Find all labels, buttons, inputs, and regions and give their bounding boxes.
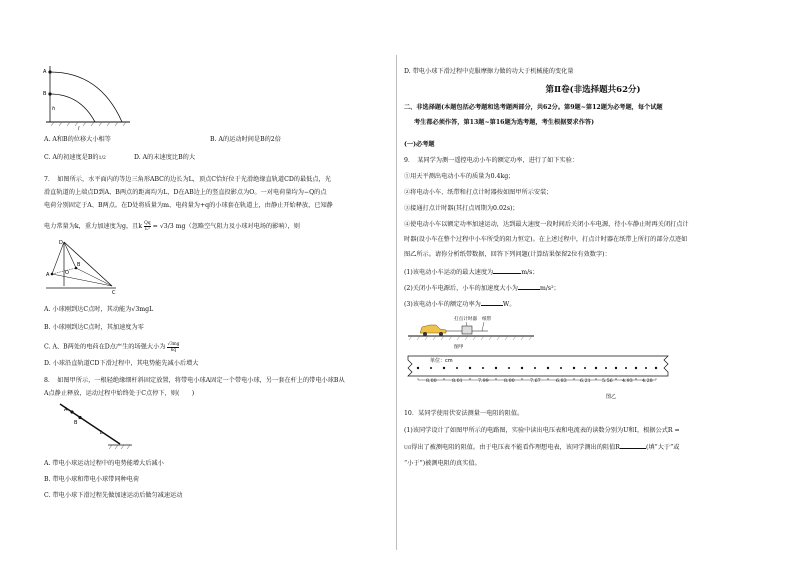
fig3-label-l: L [100, 430, 103, 436]
tape-value: 8.01 [452, 379, 463, 384]
q9-q3-unit: W。 [502, 301, 516, 308]
q9-q2-unit: m/s²； [539, 285, 560, 292]
q7-option-c-fraction: $\frac{√3mg}{6q}$ [167, 341, 180, 352]
triangle-figure [44, 238, 119, 296]
q10-line1: 10．某同学使用伏安法测量一电阻的阻值。 [404, 410, 524, 417]
q6-option-c-fraction: 1/2 [98, 156, 106, 161]
q7-option-d[interactable]: D. 小球沿直轨道CD下滑过程中，其电势能先减小后增大 [44, 360, 199, 367]
tape-dot [417, 367, 419, 369]
part-title: 第Ⅱ卷(非选择题共62分) [545, 85, 641, 95]
fig1-label-b: B [43, 91, 47, 97]
tape-dot [430, 367, 432, 369]
q9-question3 [404, 299, 515, 309]
subsection-title: (一)必考题 [404, 141, 435, 148]
q8-line2: A点静止释放，运动过程中始终处于C点停下，则( ) [44, 390, 195, 397]
q7-fraction: $\frac{Qq}{\text{L²}}$ [144, 221, 151, 232]
section2-line2: 考生都必须作答，第13题~第16题为选考题，考生根据要求作答) [414, 119, 595, 126]
fig-yi-caption: 图乙 [606, 394, 617, 400]
q9-q2-blank[interactable] [518, 283, 540, 290]
fig-jia-tape-label: 纸带 [482, 317, 492, 322]
q9-step3: ③接通打点计时器(其打点周期为0.02s)； [404, 205, 519, 212]
tape-dot [655, 367, 657, 369]
q9-q2-text: (2)关闭小车电源后，小车的加速度大小为 [404, 285, 518, 292]
q9-question1 [404, 267, 539, 277]
q8-option-b[interactable]: B. 带电小球和带电小球带同种电荷 [44, 476, 140, 483]
q9-step2: ②将电动小车、纸带和打点计时器按如图甲所示安装； [404, 189, 553, 196]
q6-option-c[interactable] [44, 154, 106, 163]
fig1-label-h: h [52, 106, 56, 112]
column-divider [396, 55, 397, 550]
tape-dot [595, 367, 597, 369]
q7-line4-tail: = √3/3 mg（忽略空气阻力及小球对电场的影响），则 [152, 223, 300, 230]
projectile-figure [40, 62, 135, 132]
fig1-label-a: A [43, 69, 47, 75]
figure-yi [406, 352, 671, 402]
tape-value: 7.99 [478, 379, 489, 384]
q6-option-b[interactable]: B. A的运动时间是B的2倍 [210, 136, 281, 143]
tape-dot [508, 367, 510, 369]
tape-dot [635, 367, 637, 369]
q10-formula: U/I [404, 446, 412, 451]
tape-dot [605, 367, 607, 369]
fig3-label-b: B [74, 420, 78, 426]
tape-value: 6.83 [556, 379, 567, 384]
q8-line1: 8． 如图甲所示，一根轻绝缘细杆斜固定放置，将带电小球A固定一个带电小球，另一套在杆上的带电小球B从 [44, 377, 345, 384]
q10-line3-text: 得出了被测电阻的阻值。由于电压表不能看作理想电表，该同学测出的阻值R [411, 444, 620, 451]
q7-line1: 7． 如图所示，水平面内的等边三角形ABC的边长为L，顶点C恰好位于光滑绝缘直轨道CD的最低点，光 [44, 176, 331, 183]
q7-line2: 滑直轨道的上端点D到A、B两点的距离均为L，D在AB边上的竖直投影点为O。一对电荷量均为−Q的点 [44, 189, 327, 196]
fig-jia-caption: 图甲 [454, 345, 464, 350]
tape-dot [584, 367, 586, 369]
tape-value: 4.93 [622, 379, 633, 384]
q7-option-a[interactable]: A. 小球刚到达C点时，其动能为√3mgL [44, 306, 154, 313]
q9-q1-text: (1)该电动小车运动的最大速度为 [404, 269, 494, 276]
q7-line4 [44, 221, 300, 232]
q6-option-a[interactable]: A. A和B的位移大小相等 [44, 136, 111, 143]
q9-question2 [404, 283, 560, 293]
timer-icon [462, 326, 472, 334]
fig2-label-c: C [112, 290, 116, 296]
q9-q1-blank[interactable] [493, 267, 521, 274]
q10-line4: “小于”)被测电阻的真实值。 [404, 460, 481, 467]
tape-value: 8.00 [426, 379, 437, 384]
q9-step4b: 时器(设小车在整个过程中小车所受的阻力恒定)。在上述过程中，打点计时器在纸带上所打的部分点迹如 [404, 236, 688, 243]
q9-step4a: ④使电动小车以额定功率加速运动，达到最大速度一段时间后关闭小车电源，待小车静止时再关闭打点计 [404, 221, 689, 228]
tape-unit-label: 单位：cm [430, 358, 453, 364]
fig2-label-o: O [65, 270, 69, 276]
q9-q3-text: (3)该电动小车的额定功率为 [404, 301, 481, 308]
q7-line3: 电荷分别固定于A、B两点。在D处将质量为m、电荷量为+q的小球套在轨道上，由静止开始释放，已知静 [44, 202, 333, 209]
tape-dot [645, 367, 647, 369]
q7-option-b[interactable]: B. 小球刚到达C点时，其加速度为零 [44, 324, 144, 331]
q8-option-d[interactable]: D. 带电小球下滑过程中克服摩擦力做的功大于机械能的变化量 [404, 68, 574, 75]
q7-option-c[interactable] [44, 342, 179, 352]
tape-dot [443, 367, 445, 369]
section2-line1: 二、非选择题(本题包括必考题和选考题两部分，共62分。第9题~第12题为必考题，每个试题 [404, 104, 663, 111]
q9-q3-blank[interactable] [481, 299, 503, 306]
q9-step4c: 图乙所示。请你分析纸带数据，回答下列问题(计算结果保留2位有效数字)： [404, 251, 611, 258]
fig2-label-d: D [59, 240, 63, 246]
tape-dot [469, 367, 471, 369]
tape-dot [547, 367, 549, 369]
tape-dot [573, 367, 575, 369]
tape-dot [456, 367, 458, 369]
q9-step1: ①用天平测出电动小车的质量为0.4kg； [404, 173, 515, 180]
fig2-label-a: A [46, 272, 50, 278]
tape-dot [615, 367, 617, 369]
tape-dot [521, 367, 523, 369]
tape-values [406, 376, 671, 386]
q6-option-d[interactable]: D. A的末速度比B的大 [134, 154, 196, 161]
q7-line4-text: 电力常量为k，重力加速度为g，且k [44, 223, 143, 230]
q6-option-c-text: C. A的初速度是B的 [44, 154, 99, 161]
tape-value: 5.56 [602, 379, 613, 384]
figure-jia [406, 312, 536, 350]
q8-option-a[interactable]: A. 带电小球运动过程中的电势能增大后减小 [44, 460, 164, 467]
tape-value: 6.21 [580, 379, 591, 384]
q10-blank[interactable] [620, 442, 646, 449]
fig2-label-b: B [77, 262, 81, 268]
q7-option-c-text: C. A、B两处的电荷在D点产生的场强大小为 [44, 343, 166, 351]
q10-line3 [404, 442, 679, 453]
car-icon [420, 325, 446, 333]
fig-jia-timer-label: 打点计时器 [454, 317, 477, 322]
tape-dot [560, 367, 562, 369]
fig3-label-a: A [64, 407, 68, 413]
q9-q1-unit: m/s； [521, 269, 539, 276]
tape-dot [534, 367, 536, 369]
fig1-label-l: l [78, 126, 80, 132]
tape-value: 7.67 [530, 379, 541, 384]
tape-dot [495, 367, 497, 369]
q10-line3-tail: (填“大于”或 [645, 444, 680, 451]
tape-dot [625, 367, 627, 369]
q9-intro: 9． 某同学为测一遥控电动小车的额定功率，进行了如下实验： [404, 157, 579, 164]
tape-value: 4.28 [642, 379, 653, 384]
tape-value: 8.00 [504, 379, 515, 384]
rod-figure [52, 400, 137, 450]
q8-option-c[interactable]: C. 带电小球下滑过程先做加速运动后做匀减速运动 [44, 492, 183, 499]
tape-dot [482, 367, 484, 369]
q10-line2: (1)该同学设计了如图甲所示的电路图，实验中读出电压表和电流表的读数分别为U和I，根据公式R = [404, 427, 680, 434]
